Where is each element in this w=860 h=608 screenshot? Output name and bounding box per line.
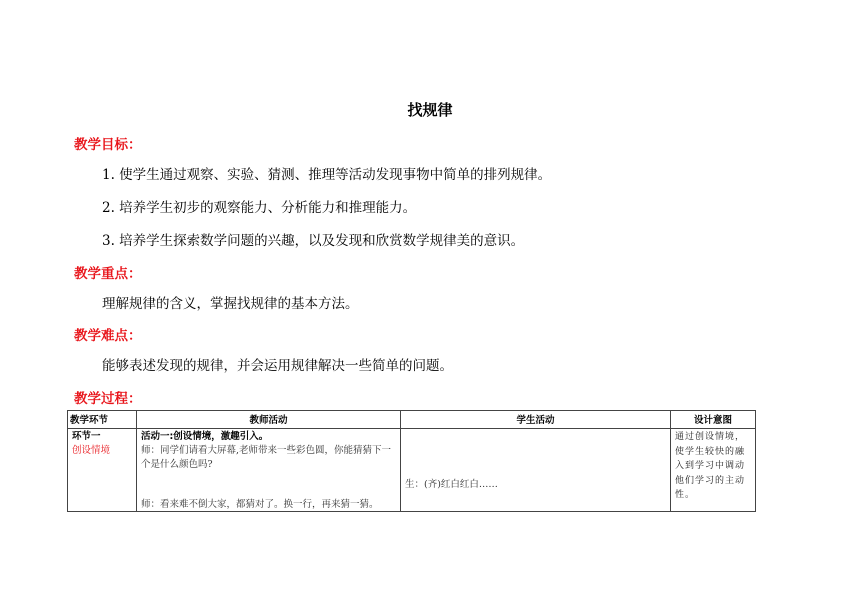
goals-heading: 教学目标： [74,137,142,153]
student-text: 生：(齐)红白红白…… [405,479,498,490]
goal-item: 2. 培养学生初步的观察能力、分析能力和推理能力。 [102,200,417,216]
goal-item: 1. 使学生通过观察、实验、猜测、推理等活动发现事物中简单的排列规律。 [102,167,552,183]
column-header-stage: 教学环节 [68,411,137,429]
column-header-teacher: 教师活动 [137,411,401,429]
process-table [67,410,756,512]
activity-title: 活动一:创设情境，激趣引入。 [141,431,269,442]
key-points-text: 理解规律的含义，掌握找规律的基本方法。 [102,296,359,312]
key-points-heading: 教学重点： [74,266,142,282]
teacher-activity-cell [137,429,401,512]
table-row [68,429,756,512]
stage-sub-label: 创设情境 [72,445,111,456]
teacher-text: 师：看来难不倒大家，都猜对了。换一行，再来猜一猜。 [141,499,379,510]
student-activity-cell [401,429,671,512]
difficulties-heading: 教学难点： [74,328,142,344]
stage-cell [68,429,137,512]
difficulties-text: 能够表述发现的规律，并会运用规律解决一些简单的问题。 [102,358,453,374]
process-heading: 教学过程： [74,391,142,407]
document-title: 找规律 [407,101,453,119]
column-header-student: 学生活动 [401,411,671,429]
table-header-row [68,411,756,429]
design-intent-cell: 通过创设情境，使学生较快的融入到学习中调动他们学习的主动性。 [671,429,756,512]
teacher-text: 师：同学们请看大屏幕,老师带来一些彩色圆，你能猜猜下一个是什么颜色吗? [141,445,392,470]
goal-item: 3. 培养学生探索数学问题的兴趣，以及发现和欣赏数学规律美的意识。 [102,233,525,249]
column-header-intent: 设计意图 [671,411,756,429]
stage-label: 环节一 [72,431,101,442]
